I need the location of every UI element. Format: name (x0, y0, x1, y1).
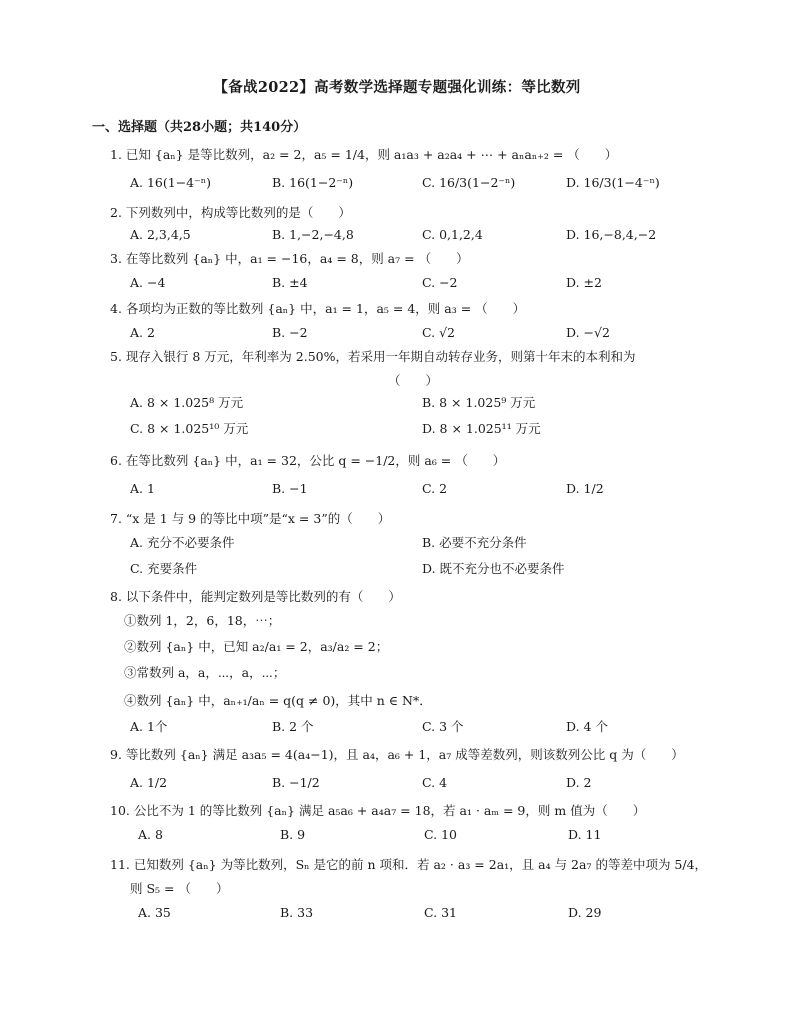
question-3-option-a: A. −4 (130, 275, 166, 290)
question-1-option-b: B. 16(1−2⁻ⁿ) (272, 175, 354, 190)
question-2-option-a: A. 2,3,4,5 (130, 227, 191, 242)
question-6-option-c: C. 2 (422, 481, 448, 496)
question-4-option-c: C. √2 (422, 325, 455, 340)
question-8-option-b: B. 2 个 (272, 719, 314, 734)
question-11-stem: 11. 已知数列 {aₙ} 为等比数列，Sₙ 是它的前 n 项和．若 a₂ · a₃ = 2a₁，且 a₄ 与 2a₇ 的等差中项为 5/4， (110, 857, 708, 872)
question-2-option-b: B. 1,−2,−4,8 (272, 227, 354, 242)
question-7-option-b: B. 必要不充分条件 (422, 535, 527, 550)
question-7-option-d: D. 既不充分也不必要条件 (422, 561, 565, 576)
question-11-option-d: D. 29 (568, 905, 602, 920)
question-10-option-c: C. 10 (424, 827, 457, 842)
question-6-stem: 6. 在等比数列 {aₙ} 中，a₁ = 32，公比 q = −1/2，则 a₆ = （ ） (110, 453, 506, 468)
question-3-stem: 3. 在等比数列 {aₙ} 中，a₁ = −16，a₄ = 8，则 a₇ = （ ） (110, 251, 469, 266)
question-7-option-a: A. 充分不必要条件 (130, 535, 235, 550)
question-1-stem: 1. 已知 {aₙ} 是等比数列，a₂ = 2，a₅ = 1/4，则 a₁a₃ + a₂a₄ + ⋯ + aₙaₙ₊₂ = （ ） (110, 147, 618, 162)
question-2-option-c: C. 0,1,2,4 (422, 227, 483, 242)
question-5-option-c: C. 8 × 1.025¹⁰ 万元 (130, 421, 249, 436)
question-11-option-c: C. 31 (424, 905, 457, 920)
question-4-stem: 4. 各项均为正数的等比数列 {aₙ} 中，a₁ = 1，a₅ = 4，则 a₃ = （ ） (110, 301, 526, 316)
question-6-option-b: B. −1 (272, 481, 308, 496)
question-1-option-c: C. 16/3(1−2⁻ⁿ) (422, 175, 516, 190)
question-9-option-b: B. −1/2 (272, 775, 320, 790)
question-8-item-1: ①数列 1，2，6，18，⋯； (124, 613, 281, 628)
question-10-option-b: B. 9 (280, 827, 306, 842)
question-8-item-3: ③常数列 a，a，⋯，a，⋯； (124, 665, 286, 680)
question-3-option-d: D. ±2 (566, 275, 602, 290)
question-8-option-a: A. 1个 (130, 719, 168, 734)
question-7-stem: 7. “x 是 1 与 9 的等比中项”是“x = 3”的（ ） (110, 511, 391, 526)
question-10-option-d: D. 11 (568, 827, 602, 842)
question-8-option-c: C. 3 个 (422, 719, 464, 734)
question-8-item-4: ④数列 {aₙ} 中，aₙ₊₁/aₙ = q(q ≠ 0)，其中 n ∈ N*． (124, 693, 432, 708)
document-title: 【备战2022】高考数学选择题专题强化训练：等比数列 (213, 79, 581, 96)
question-4-option-a: A. 2 (130, 325, 155, 340)
question-1-option-a: A. 16(1−4⁻ⁿ) (130, 175, 212, 190)
question-8-item-2: ②数列 {aₙ} 中，已知 a₂/a₁ = 2，a₃/a₂ = 2； (124, 639, 389, 654)
question-2-option-d: D. 16,−8,4,−2 (566, 227, 657, 242)
question-9-option-a: A. 1/2 (130, 775, 168, 790)
question-11-stem-continuation: 则 S₅ = （ ） (130, 881, 229, 896)
question-5-answer-bracket: （ ） (388, 373, 439, 388)
question-8-option-d: D. 4 个 (566, 719, 608, 734)
question-5-option-d: D. 8 × 1.025¹¹ 万元 (422, 421, 541, 436)
question-1-option-d: D. 16/3(1−4⁻ⁿ) (566, 175, 660, 190)
question-11-option-b: B. 33 (280, 905, 314, 920)
question-10-option-a: A. 8 (138, 827, 163, 842)
question-11-option-a: A. 35 (138, 905, 171, 920)
question-7-option-c: C. 充要条件 (130, 561, 198, 576)
question-10-stem: 10. 公比不为 1 的等比数列 {aₙ} 满足 a₅a₆ + a₄a₇ = 18，若 a₁ · aₘ = 9，则 m 值为（ ） (110, 803, 646, 818)
question-3-option-b: B. ±4 (272, 275, 308, 290)
question-5-stem: 5. 现存入银行 8 万元，年利率为 2.50%，若采用一年期自动转存业务，则第十年末的本利和为 (110, 349, 636, 364)
question-9-option-c: C. 4 (422, 775, 448, 790)
question-6-option-a: A. 1 (130, 481, 155, 496)
question-4-option-d: D. −√2 (566, 325, 610, 340)
question-3-option-c: C. −2 (422, 275, 458, 290)
question-2-stem: 2. 下列数列中，构成等比数列的是（ ） (110, 205, 351, 220)
question-4-option-b: B. −2 (272, 325, 308, 340)
section-heading: 一、选择题（共28小题；共140分） (92, 120, 307, 135)
question-5-option-a: A. 8 × 1.025⁸ 万元 (130, 395, 244, 410)
question-5-option-b: B. 8 × 1.025⁹ 万元 (422, 395, 536, 410)
question-9-stem: 9. 等比数列 {aₙ} 满足 a₃a₅ = 4(a₄−1)，且 a₄，a₆ + 1，a₇ 成等差数列，则该数列公比 q 为（ ） (110, 747, 684, 762)
question-9-option-d: D. 2 (566, 775, 592, 790)
question-6-option-d: D. 1/2 (566, 481, 604, 496)
question-8-stem: 8. 以下条件中，能判定数列是等比数列的有（ ） (110, 589, 401, 604)
